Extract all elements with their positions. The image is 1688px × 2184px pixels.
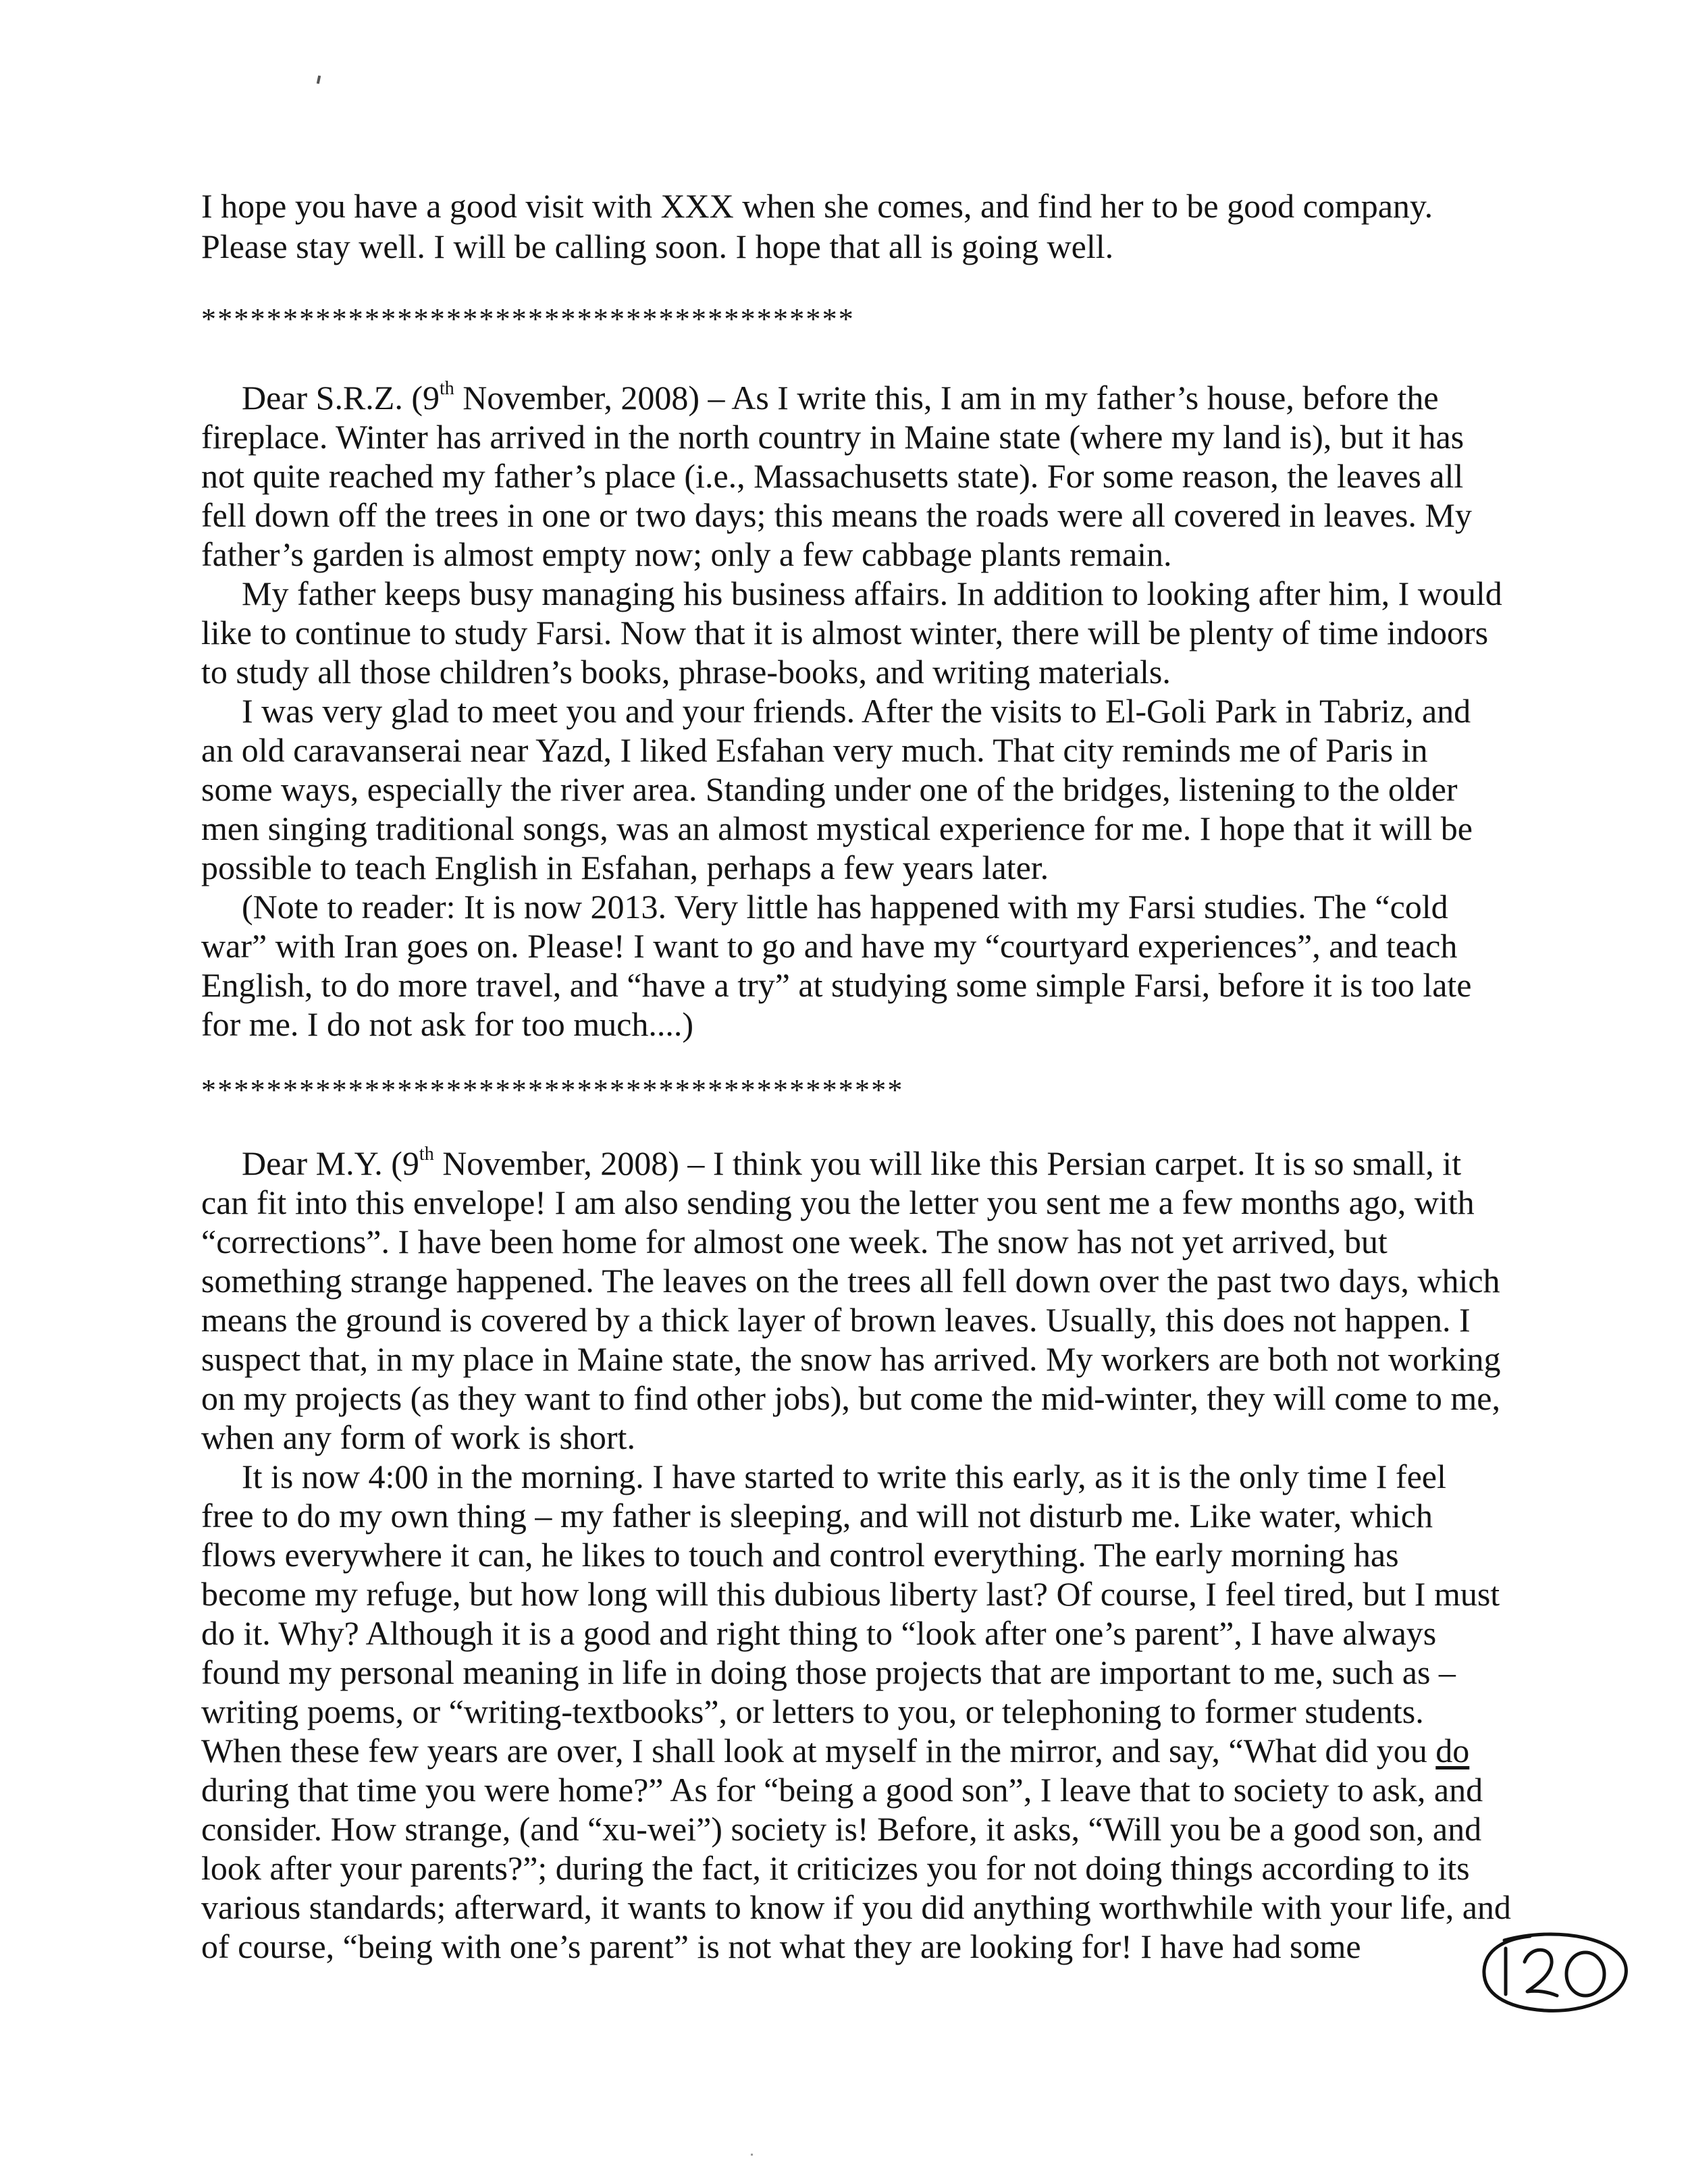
text-line: writing poems, or “writing-textbooks”, or letters to you, or telephoning to former students.: [201, 1693, 1424, 1730]
text-line: when any form of work is short.: [201, 1418, 635, 1456]
letter-heading-my: Dear M.Y. (9th November, 2008) – I think you will like this Persian carpet. It is so small, it: [242, 1144, 1462, 1182]
text-line: means the ground is covered by a thick layer of brown leaves. Usually, this does not happen. I: [201, 1301, 1471, 1339]
scan-mark: [317, 76, 321, 84]
scan-dot: [751, 2154, 753, 2156]
text-line: during that time you were home?” As for “being a good son”, I leave that to society to ask, and: [201, 1771, 1483, 1809]
text-line: fell down off the trees in one or two days; this means the roads were all covered in leaves. My: [201, 496, 1472, 534]
text-line: Please stay well. I will be calling soon. I hope that all is going well.: [201, 228, 1114, 265]
handwritten-page-number: [1477, 1925, 1631, 2015]
text-line: men singing traditional songs, was an almost mystical experience for me. I hope that it will be: [201, 809, 1473, 847]
text-line: father’s garden is almost empty now; only a few cabbage plants remain.: [201, 535, 1172, 573]
text-line: on my projects (as they want to find other jobs), but come the mid-winter, they will come to me,: [201, 1379, 1500, 1417]
text-line: for me. I do not ask for too much....): [201, 1005, 694, 1043]
text-line: of course, “being with one’s parent” is not what they are looking for! I have had some: [201, 1927, 1361, 1965]
text-line: like to continue to study Farsi. Now that it is almost winter, there will be plenty of time indoors: [201, 614, 1489, 651]
text-line: fireplace. Winter has arrived in the north country in Maine state (where my land is), but it has: [201, 418, 1465, 456]
text-line: something strange happened. The leaves on the trees all fell down over the past two days, which: [201, 1262, 1500, 1300]
text-line: flows everywhere it can, he likes to touch and control everything. The early morning has: [201, 1536, 1399, 1574]
text-line: possible to teach English in Esfahan, perhaps a few years later.: [201, 849, 1049, 886]
section-divider: ****************************************: [201, 302, 855, 336]
text-line: English, to do more travel, and “have a try” at studying some simple Farsi, before it is too late: [201, 966, 1472, 1004]
text-line: It is now 4:00 in the morning. I have started to write this early, as it is the only time I feel: [242, 1458, 1446, 1495]
text-line: an old caravanserai near Yazd, I liked Esfahan very much. That city reminds me of Paris in: [201, 731, 1428, 769]
text-line: consider. How strange, (and “xu-wei”) society is! Before, it asks, “Will you be a good son, and: [201, 1810, 1482, 1848]
text-line: to study all those children’s books, phrase-books, and writing materials.: [201, 653, 1171, 691]
text-line: become my refuge, but how long will this dubious liberty last? Of course, I feel tired, but I must: [201, 1575, 1500, 1613]
text-line: do it. Why? Although it is a good and right thing to “look after one’s parent”, I have always: [201, 1614, 1437, 1652]
section-divider: *******************************************: [201, 1073, 904, 1107]
text-line: war” with Iran goes on. Please! I want to go and have my “courtyard experiences”, and teach: [201, 927, 1458, 965]
text-line: I was very glad to meet you and your friends. After the visits to El-Goli Park in Tabriz, and: [242, 692, 1471, 730]
text-line: My father keeps busy managing his business affairs. In addition to looking after him, I would: [242, 575, 1502, 612]
text-line: can fit into this envelope! I am also sending you the letter you sent me a few months ago, with: [201, 1183, 1475, 1221]
letter-heading-srz: Dear S.R.Z. (9th November, 2008) – As I write this, I am in my father’s house, before the: [242, 378, 1439, 417]
text-line: some ways, especially the river area. Standing under one of the bridges, listening to the older: [201, 770, 1458, 808]
text-line: free to do my own thing – my father is sleeping, and will not disturb me. Like water, which: [201, 1497, 1433, 1535]
text-line: suspect that, in my place in Maine state, the snow has arrived. My workers are both not working: [201, 1340, 1501, 1378]
text-line: not quite reached my father’s place (i.e., Massachusetts state). For some reason, the leaves all: [201, 457, 1464, 495]
text-line: found my personal meaning in life in doing those projects that are important to me, such as –: [201, 1653, 1456, 1691]
text-line: (Note to reader: It is now 2013. Very little has happened with my Farsi studies. The “cold: [242, 888, 1448, 926]
text-line: I hope you have a good visit with XXX when she comes, and find her to be good company.: [201, 187, 1433, 225]
text-line: various standards; afterward, it wants to know if you did anything worthwhile with your life, and: [201, 1888, 1511, 1926]
text-line: When these few years are over, I shall look at myself in the mirror, and say, “What did you do: [201, 1732, 1470, 1769]
circled-number-graphic: [1477, 1925, 1631, 2015]
text-line: “corrections”. I have been home for almost one week. The snow has not yet arrived, but: [201, 1223, 1388, 1260]
text-line: look after your parents?”; during the fact, it criticizes you for not doing things according to its: [201, 1849, 1470, 1887]
